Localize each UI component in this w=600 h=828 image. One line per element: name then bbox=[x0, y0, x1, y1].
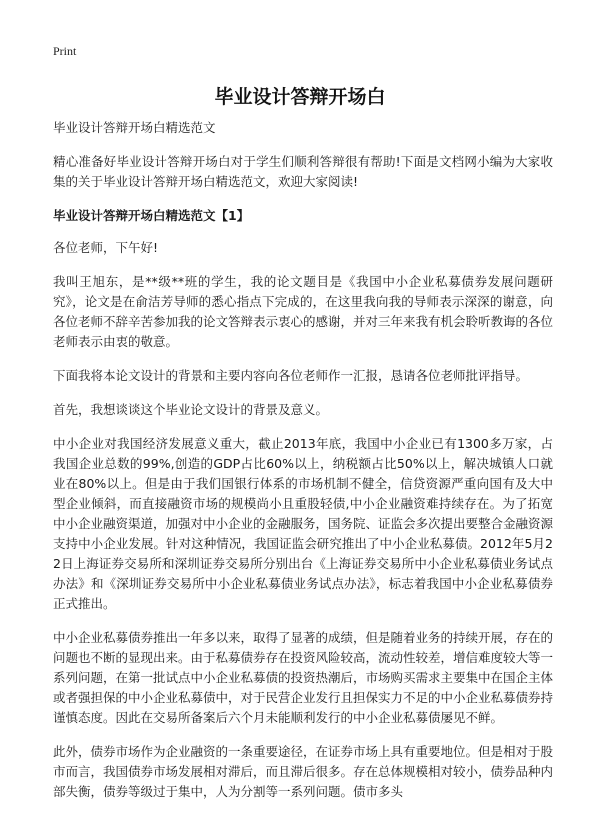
body-paragraph: 首先，我想谈谈这个毕业论文设计的背景及意义。 bbox=[53, 402, 329, 417]
intro-paragraph: 精心准备好毕业设计答辩开场白对于学生们顺利答辩很有帮助!下面是文档网小编为大家收集的关于毕业设计答辩开场白精选范文，欢迎大家阅读! bbox=[53, 154, 553, 189]
body-paragraph: 此外，债券市场作为企业融资的一条重要途径，在证券市场上具有重要地位。但是相对于股市而言，我国债券市场发展相对滞后，而且滞后很多。存在总体规模相对较小，债券品种内部失衡，债券等级过于集中，人为分割等一系列问题。债市多头 bbox=[53, 744, 554, 799]
print-link[interactable]: Print bbox=[53, 44, 77, 58]
body-paragraph: 中小企业私募债券推出一年多以来，取得了显著的成绩，但是随着业务的持续开展，存在的问题也不断的显现出来。由于私募债券存在投资风险较高，流动性较差，增信难度较大等一系列问题，在第一批试点中小企业私募债的投资热潮后，市场购买需求主要集中在国企主体或者强担保的中小企业私募债中，对于民营企业发行且担保实力不足的中小企业私募债券持谨慎态度。因此在交易所备案后六个月未能顺利发行的中小企业私募债屡见不鲜。 bbox=[53, 630, 554, 725]
body-paragraph: 下面我将本论文设计的背景和主要内容向各位老师作一汇报，恳请各位老师批评指导。 bbox=[53, 368, 529, 383]
body-paragraph: 我叫王旭东，是**级**班的学生，我的论文题目是《我国中小企业私募债券发展问题研究》，论文是在俞洁芳导师的悉心指点下完成的，在这里我向我的导师表示深深的谢意，向各位老师不辞辛苦参加我的论文答辩表示衷心的感谢，并对三年来我有机会聆听教诲的各位老师表示由衷的敬意。 bbox=[53, 274, 554, 349]
document-body bbox=[53, 118, 553, 816]
document-subtitle: 毕业设计答辩开场白精选范文 bbox=[53, 120, 216, 135]
section-heading: 毕业设计答辩开场白精选范文【1】 bbox=[53, 208, 250, 223]
body-paragraph: 中小企业对我国经济发展意义重大，截止2013年底，我国中小企业已有1300多万家，占我国企业总数的99%,创造的GDP占比60%以上，纳税额占比50%以上，解决城镇人口就业在80%以上。但是由于我们国银行体系的市场机制不健全，信贷资源严重向国有及大中型企业倾斜，而直接融资市场的规模尚小且重股轻债,中小企业融资难持续存在。为了拓宽中小企业融资渠道，加强对中小企业的金融服务，国务院、证监会多次提出要整合金融资源支持中小企业发展。针对这种情况，我国证监会研究推出了中小企业私募债。2012年5月22日上海证券交易所和深圳证券交易所分别出台《上海证券交易所中小企业私募债业务试点办法》和《深圳证券交易所中小企业私募债业务试点办法》，标志着我国中小企业私募债券正式推出。 bbox=[53, 436, 554, 611]
document-title: 毕业设计答辩开场白 bbox=[214, 86, 386, 108]
body-paragraph: 各位老师，下午好! bbox=[53, 240, 159, 255]
